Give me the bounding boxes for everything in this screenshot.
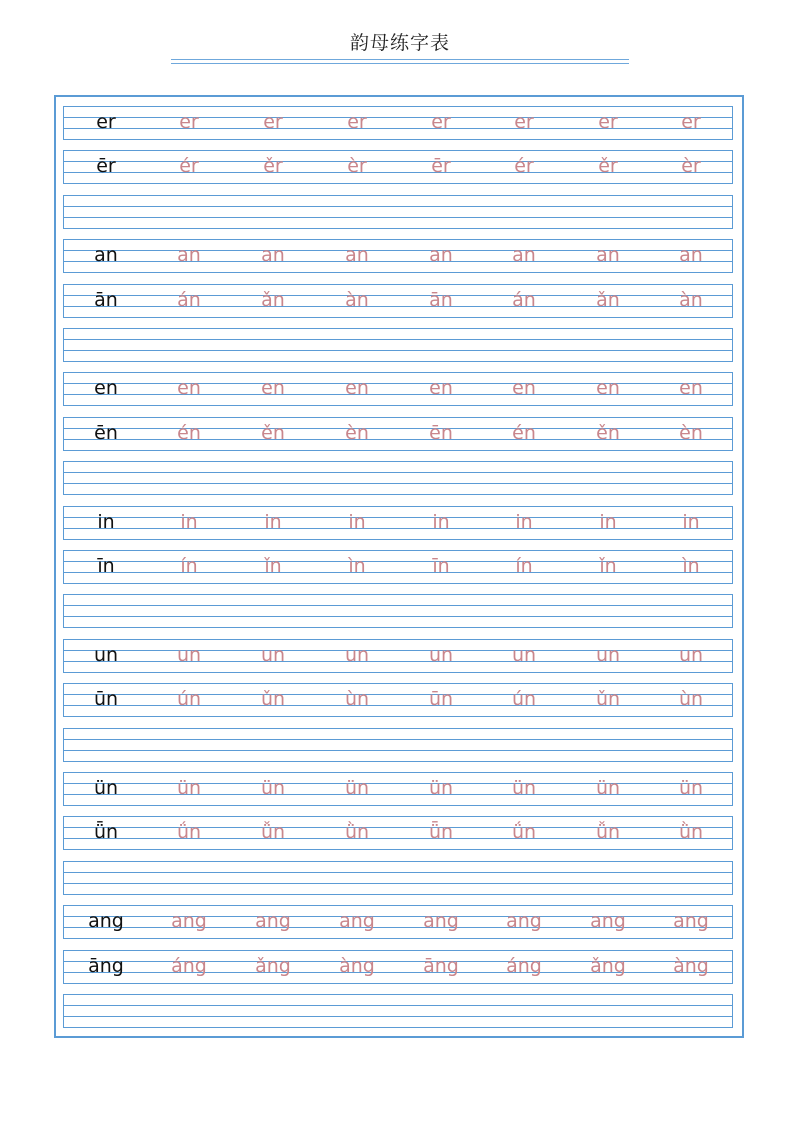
trace-syllable: ang — [339, 910, 375, 932]
trace-syllable: ün — [595, 777, 621, 799]
guide-line — [64, 1016, 732, 1017]
guide-line — [64, 339, 732, 340]
trace-syllable: un — [678, 644, 704, 666]
trace-syllable: in — [599, 511, 617, 533]
trace-syllable: ěn — [261, 422, 285, 444]
trace-syllable: ùn — [344, 688, 370, 710]
trace-syllable: ǘn — [511, 821, 537, 843]
trace-syllable: ang — [423, 910, 459, 932]
practice-row — [63, 816, 733, 850]
trace-syllable: ün — [344, 777, 370, 799]
model-syllable: ūn — [93, 688, 119, 710]
trace-syllable: āng — [423, 955, 459, 977]
trace-syllable: ér — [514, 155, 534, 177]
trace-syllable: ěr — [263, 155, 283, 177]
trace-syllable: ín — [515, 555, 533, 577]
trace-syllable: in — [682, 511, 700, 533]
trace-syllable: er — [347, 111, 367, 133]
trace-syllable: ín — [180, 555, 198, 577]
guide-line — [64, 472, 732, 473]
trace-syllable: ün — [511, 777, 537, 799]
trace-syllable: ün — [260, 777, 286, 799]
guide-line — [64, 739, 732, 740]
trace-syllable: an — [345, 244, 369, 266]
model-syllable: īn — [97, 555, 115, 577]
trace-syllable: ǖn — [428, 821, 454, 843]
trace-syllable: er — [431, 111, 451, 133]
trace-syllable: ǎn — [261, 289, 285, 311]
trace-syllable: èn — [679, 422, 703, 444]
trace-syllable: àn — [345, 289, 369, 311]
practice-row — [63, 639, 733, 673]
trace-syllable: en — [345, 377, 369, 399]
model-syllable: ǖn — [93, 821, 119, 843]
trace-syllable: ang — [255, 910, 291, 932]
guide-line — [64, 217, 732, 218]
trace-syllable: in — [264, 511, 282, 533]
trace-syllable: ùn — [678, 688, 704, 710]
trace-syllable: ǔn — [595, 688, 621, 710]
model-syllable: un — [93, 644, 119, 666]
trace-syllable: ǜn — [678, 821, 704, 843]
trace-syllable: an — [177, 244, 201, 266]
trace-syllable: in — [348, 511, 366, 533]
trace-syllable: an — [261, 244, 285, 266]
trace-syllable: en — [261, 377, 285, 399]
trace-syllable: ǜn — [344, 821, 370, 843]
trace-syllable: én — [512, 422, 536, 444]
trace-syllable: ún — [511, 688, 537, 710]
model-syllable: ān — [94, 289, 118, 311]
page-title: 韵母练字表 — [349, 32, 450, 54]
trace-syllable: en — [596, 377, 620, 399]
trace-syllable: un — [511, 644, 537, 666]
trace-syllable: un — [260, 644, 286, 666]
trace-syllable: ér — [179, 155, 199, 177]
trace-syllable: èr — [347, 155, 367, 177]
practice-row — [63, 506, 733, 540]
practice-row — [63, 905, 733, 939]
trace-syllable: ìn — [682, 555, 700, 577]
trace-syllable: ang — [673, 910, 709, 932]
trace-syllable: un — [595, 644, 621, 666]
model-syllable: in — [97, 511, 115, 533]
trace-syllable: in — [432, 511, 450, 533]
trace-syllable: ǎng — [255, 955, 291, 977]
title-underline — [171, 63, 629, 64]
trace-syllable: ǔn — [260, 688, 286, 710]
trace-syllable: ang — [171, 910, 207, 932]
practice-row — [63, 239, 733, 273]
trace-syllable: un — [344, 644, 370, 666]
trace-syllable: en — [512, 377, 536, 399]
trace-syllable: un — [428, 644, 454, 666]
guide-line — [64, 872, 732, 873]
trace-syllable: an — [596, 244, 620, 266]
blank-practice-row — [63, 328, 733, 362]
trace-syllable: ēn — [429, 422, 453, 444]
trace-syllable: ün — [176, 777, 202, 799]
blank-practice-row — [63, 861, 733, 895]
trace-syllable: ang — [506, 910, 542, 932]
trace-syllable: er — [598, 111, 618, 133]
blank-practice-row — [63, 994, 733, 1028]
guide-line — [64, 483, 732, 484]
trace-syllable: in — [180, 511, 198, 533]
guide-line — [64, 883, 732, 884]
model-syllable: āng — [88, 955, 124, 977]
model-syllable: an — [94, 244, 118, 266]
guide-line — [64, 750, 732, 751]
trace-syllable: ǐn — [264, 555, 282, 577]
model-syllable: ēn — [94, 422, 118, 444]
practice-row — [63, 106, 733, 140]
practice-row — [63, 372, 733, 406]
trace-syllable: ǐn — [599, 555, 617, 577]
practice-row — [63, 950, 733, 984]
model-syllable: er — [96, 111, 116, 133]
trace-syllable: er — [263, 111, 283, 133]
trace-syllable: en — [679, 377, 703, 399]
trace-syllable: en — [177, 377, 201, 399]
trace-syllable: áng — [506, 955, 542, 977]
trace-syllable: ān — [429, 289, 453, 311]
trace-syllable: ǘn — [176, 821, 202, 843]
practice-row — [63, 284, 733, 318]
practice-row — [63, 683, 733, 717]
trace-syllable: èn — [345, 422, 369, 444]
trace-syllable: in — [515, 511, 533, 533]
trace-syllable: ǚn — [260, 821, 286, 843]
trace-syllable: an — [429, 244, 453, 266]
trace-syllable: ūn — [428, 688, 454, 710]
model-syllable: ēr — [96, 155, 116, 177]
trace-syllable: ang — [590, 910, 626, 932]
model-syllable: ang — [88, 910, 124, 932]
blank-practice-row — [63, 195, 733, 229]
trace-syllable: ēr — [431, 155, 451, 177]
practice-row — [63, 550, 733, 584]
trace-syllable: ǚn — [595, 821, 621, 843]
practice-row — [63, 772, 733, 806]
trace-syllable: ěr — [598, 155, 618, 177]
trace-syllable: er — [681, 111, 701, 133]
guide-line — [64, 350, 732, 351]
model-syllable: ün — [93, 777, 119, 799]
trace-syllable: un — [176, 644, 202, 666]
trace-syllable: īn — [432, 555, 450, 577]
blank-practice-row — [63, 728, 733, 762]
practice-row — [63, 150, 733, 184]
trace-syllable: án — [177, 289, 201, 311]
trace-syllable: ěn — [596, 422, 620, 444]
trace-syllable: àng — [339, 955, 375, 977]
trace-syllable: án — [512, 289, 536, 311]
trace-syllable: en — [429, 377, 453, 399]
trace-syllable: ǎng — [590, 955, 626, 977]
trace-syllable: àn — [679, 289, 703, 311]
trace-syllable: ìn — [348, 555, 366, 577]
guide-line — [64, 605, 732, 606]
trace-syllable: er — [179, 111, 199, 133]
guide-line — [64, 206, 732, 207]
trace-syllable: er — [514, 111, 534, 133]
title-underline — [171, 59, 629, 60]
trace-syllable: ǎn — [596, 289, 620, 311]
trace-syllable: ün — [428, 777, 454, 799]
guide-line — [64, 1005, 732, 1006]
trace-syllable: áng — [171, 955, 207, 977]
trace-syllable: én — [177, 422, 201, 444]
trace-syllable: ün — [678, 777, 704, 799]
blank-practice-row — [63, 594, 733, 628]
practice-row — [63, 417, 733, 451]
trace-syllable: an — [512, 244, 536, 266]
trace-syllable: àng — [673, 955, 709, 977]
trace-syllable: ún — [176, 688, 202, 710]
trace-syllable: èr — [681, 155, 701, 177]
model-syllable: en — [94, 377, 118, 399]
trace-syllable: an — [679, 244, 703, 266]
guide-line — [64, 616, 732, 617]
blank-practice-row — [63, 461, 733, 495]
